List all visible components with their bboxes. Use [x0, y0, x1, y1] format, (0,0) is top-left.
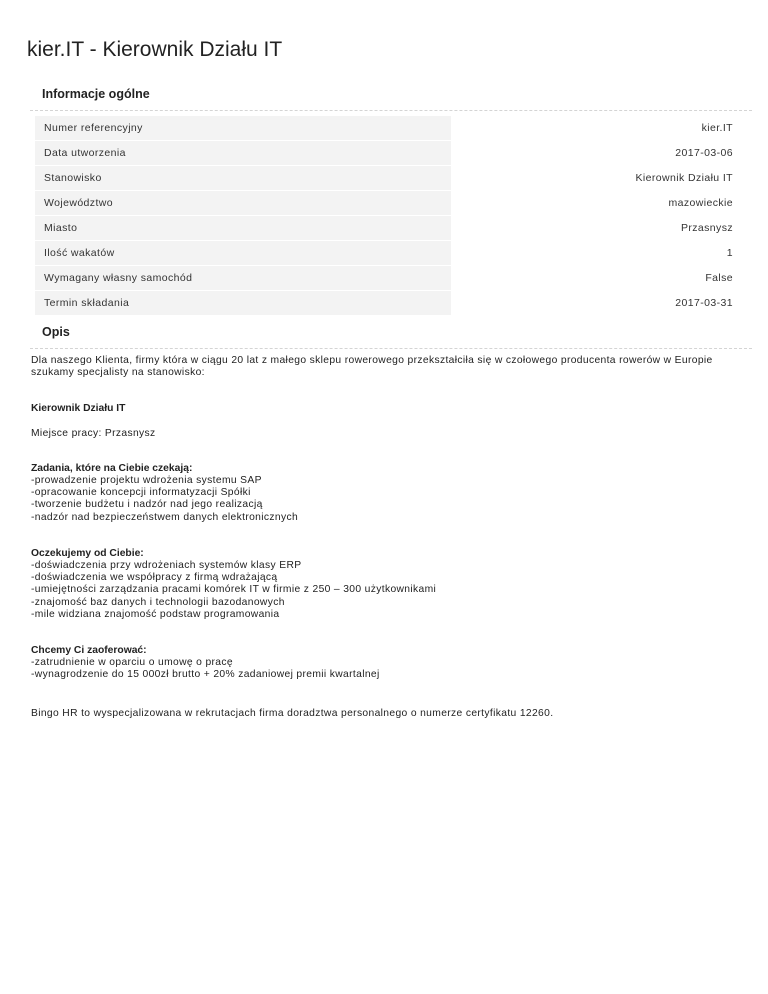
- list-item: -doświadczenia przy wdrożeniach systemów klasy ERP: [31, 560, 302, 572]
- list-item: -prowadzenie projektu wdrożenia systemu SAP: [31, 475, 262, 487]
- row-value: kier.IT: [451, 116, 742, 141]
- description-body: [31, 355, 731, 720]
- row-value: 2017-03-31: [451, 291, 742, 316]
- list-item: -znajomość baz danych i technologii bazodanowych: [31, 596, 285, 608]
- list-item: -mile widziana znajomość podstaw programowania: [31, 608, 280, 620]
- list-item: -opracowanie koncepcji informatyzacji Spółki: [31, 487, 251, 499]
- section-heading-general: Informacje ogólne: [42, 87, 150, 101]
- list-item: -nadzór nad bezpieczeństwem danych elektronicznych: [31, 511, 299, 523]
- row-label: Numer referencyjny: [35, 116, 451, 141]
- row-value: mazowieckie: [451, 191, 742, 216]
- section-divider-general: [30, 110, 752, 111]
- table-row: [35, 291, 742, 316]
- row-value: 1: [451, 241, 742, 266]
- description-intro: Dla naszego Klienta, firmy która w ciągu 20 lat z małego sklepu rowerowego przekształciła się w czołowego producenta rowerów w Europie szukamy specjalisty na stanowisko:: [31, 355, 713, 379]
- row-label: Termin składania: [35, 291, 451, 316]
- page-title: kier.IT - Kierownik Działu IT: [27, 38, 283, 61]
- table-row: [35, 116, 742, 141]
- row-value: 2017-03-06: [451, 141, 742, 166]
- list-item: -tworzenie budżetu i nadzór nad jego realizacją: [31, 499, 263, 511]
- section-divider-description: [30, 348, 752, 349]
- row-label: Wymagany własny samochód: [35, 266, 451, 291]
- requirements-list: [31, 560, 731, 621]
- general-info-table: [35, 116, 742, 316]
- row-label: Data utworzenia: [35, 141, 451, 166]
- table-row: [35, 241, 742, 266]
- offer-list: [31, 657, 731, 681]
- section-heading-description: Opis: [42, 325, 70, 339]
- position-title: Kierownik Działu IT: [31, 403, 126, 415]
- row-label: Stanowisko: [35, 166, 451, 191]
- table-row: [35, 141, 742, 166]
- tasks-heading: Zadania, które na Ciebie czekają:: [31, 462, 193, 474]
- table-row: [35, 266, 742, 291]
- row-value: Przasnysz: [451, 216, 742, 241]
- tasks-list: [31, 475, 731, 524]
- table-row: [35, 191, 742, 216]
- row-label: Miasto: [35, 216, 451, 241]
- row-value: Kierownik Działu IT: [451, 166, 742, 191]
- offer-heading: Chcemy Ci zaoferować:: [31, 645, 147, 657]
- company-footer-text: Bingo HR to wyspecjalizowana w rekrutacjach firma doradztwa personalnego o numerze certyfikatu 12260.: [31, 707, 554, 719]
- row-label: Ilość wakatów: [35, 241, 451, 266]
- list-item: -umiejętności zarządzania pracami komórek IT w firmie z 250 – 300 użytkownikami: [31, 584, 437, 596]
- table-row: [35, 166, 742, 191]
- row-label: Województwo: [35, 191, 451, 216]
- table-row: [35, 216, 742, 241]
- list-item: -doświadczenia we współpracy z firmą wdrażającą: [31, 572, 278, 584]
- list-item: -zatrudnienie w oparciu o umowę o pracę: [31, 657, 233, 669]
- requirements-heading: Oczekujemy od Ciebie:: [31, 547, 144, 559]
- row-value: False: [451, 266, 742, 291]
- list-item: -wynagrodzenie do 15 000zł brutto + 20% zadaniowej premii kwartalnej: [31, 669, 380, 681]
- workplace-text: Miejsce pracy: Przasnysz: [31, 427, 156, 439]
